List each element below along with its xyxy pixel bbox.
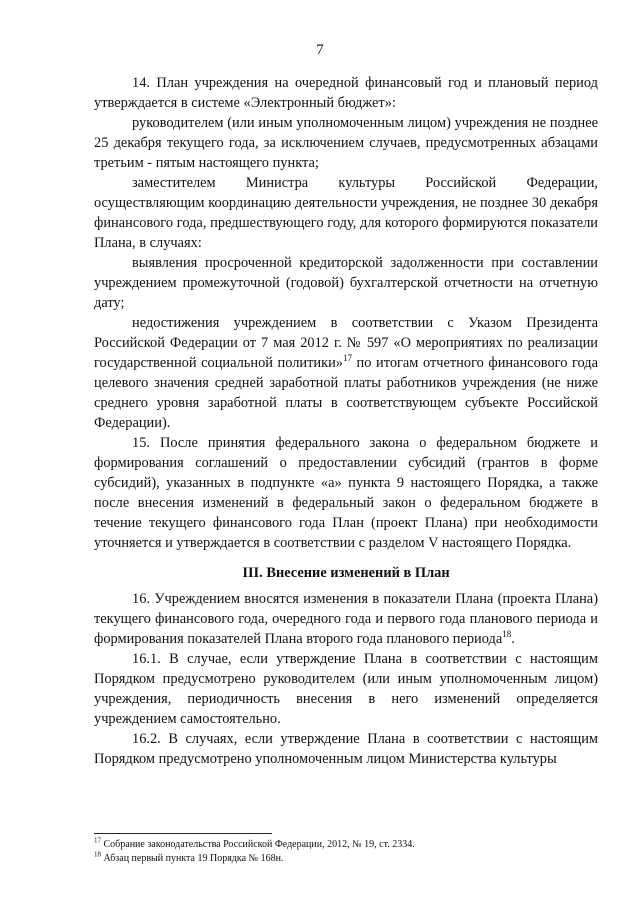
- footnote-17-marker: 17: [94, 836, 101, 845]
- footnote-17: [94, 838, 598, 852]
- paragraph-14-subitem-head: руководителем (или иным уполномоченным лицом) учреждения не позднее 25 декабря текущего года, за исключением случаев, предусмотренных абзацами третьим - пятым настоящего пункта;: [94, 115, 598, 171]
- section-heading: III. Внесение изменений в План: [242, 565, 450, 581]
- paragraph-16: [94, 589, 598, 649]
- document-body: [94, 73, 598, 769]
- footnote-18-marker: 18: [94, 850, 101, 859]
- footnote-divider: [94, 833, 272, 834]
- paragraph-16-2: 16.2. В случаях, если утверждение Плана в соответствии с настоящим Порядком предусмотрено уполномоченным лицом Министерства культуры: [94, 731, 598, 767]
- paragraph-14-case-debt: выявления просроченной кредиторской задолженности при составлении учреждением промежуточной (годовой) бухгалтерской отчетности на отчетную дату;: [94, 255, 598, 311]
- footnote-17-text: Собрание законодательства Российской Федерации, 2012, № 19, ст. 2334.: [101, 839, 415, 850]
- paragraph-14-case-salary-part1: недостижения учреждением в соответствии с Указом Президента Российской Федерации от 7 мая 2012 г. № 597 «О мероприятиях по реализации государственной социальной политики»: [94, 315, 598, 371]
- footnote-18-text: Абзац первый пункта 19 Порядка № 168н.: [101, 853, 284, 864]
- footnote-18: [94, 852, 598, 866]
- footnotes: [94, 838, 598, 866]
- footnote-ref-18[interactable]: 18: [502, 629, 512, 640]
- paragraph-14-subitem-deputy: заместителем Министра культуры Российской Федерации, осуществляющим координацию деятельности учреждения, не позднее 30 декабря финансового года, предшествующего году, для которого формируются показатели Плана, в случаях:: [94, 175, 598, 251]
- paragraph-16-1: 16.1. В случае, если утверждение Плана в соответствии с настоящим Порядком предусмотрено руководителем (или иным уполномоченным лицом) учреждения, периодичность внесения в него изменений определяется учреждением самостоятельно.: [94, 651, 598, 727]
- paragraph-16-text: 16. Учреждением вносятся изменения в показатели Плана (проекта Плана) текущего финансового года, очередного года и первого года планового периода и формирования показателей Плана второго года планового периода: [94, 591, 598, 647]
- paragraph-14-case-salary-part2: по итогам отчетного финансового года целевого значения средней заработной платы работников учреждения (не ниже среднего уровня заработной платы в соответствующем субъекте Российской Федерации).: [94, 355, 598, 431]
- paragraph-14: 14. План учреждения на очередной финансовый год и плановый период утверждается в системе «Электронный бюджет»:: [94, 75, 598, 111]
- paragraph-16-end: .: [511, 631, 515, 647]
- paragraph-15: 15. После принятия федерального закона о федеральном бюджете и формирования соглашений о предоставлении субсидий (грантов в форме субсидий), указанных в подпункте «а» пункта 9 настоящего Порядка, а также после внесения изменений в федеральный закон о федеральном бюджете в течение текущего финансового года План (проект Плана) при необходимости уточняется и утверждается в соответствии с разделом V настоящего Порядка.: [94, 435, 598, 551]
- paragraph-14-case-salary: [94, 313, 598, 433]
- footnote-ref-17[interactable]: 17: [343, 353, 352, 364]
- page-number: 7: [316, 42, 324, 58]
